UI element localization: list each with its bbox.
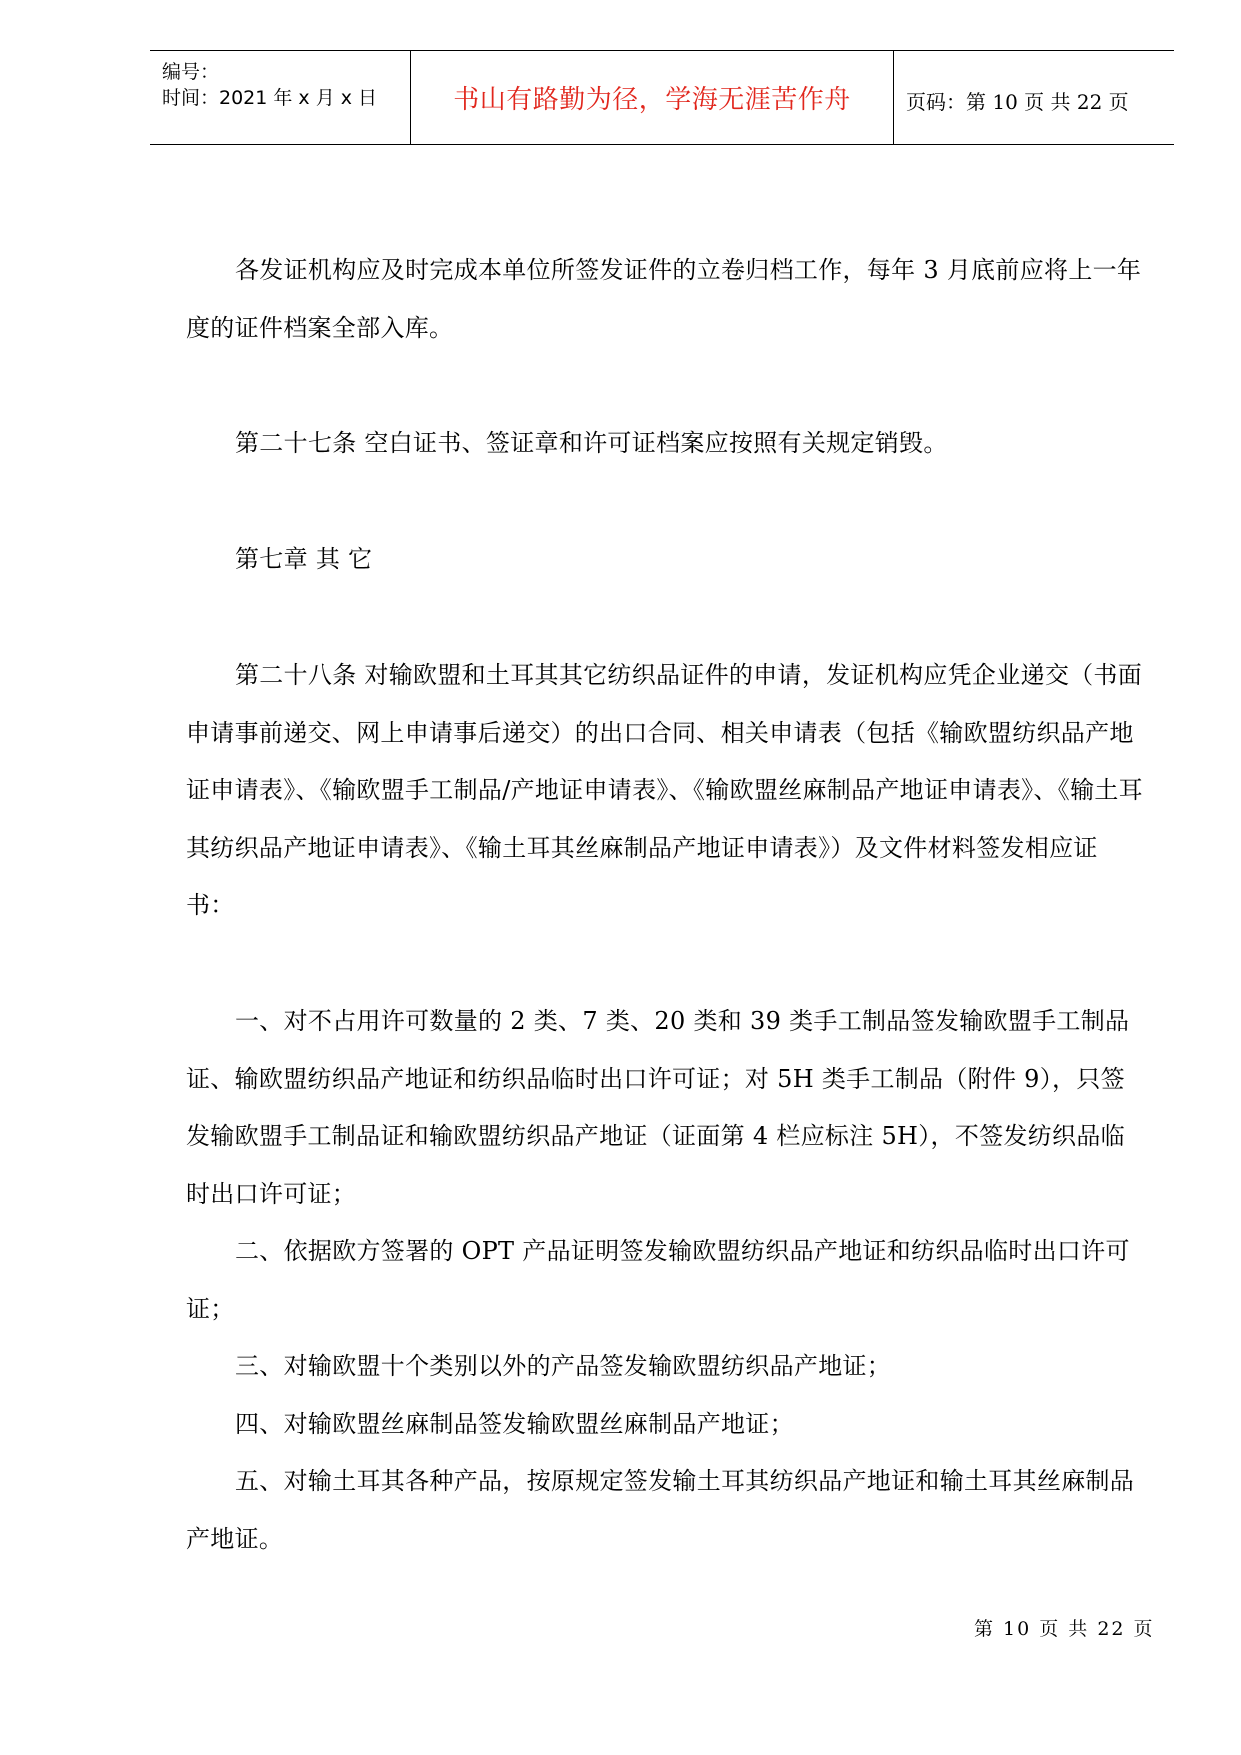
- header-motto-cell: [410, 51, 894, 144]
- item-3: 三、对输欧盟十个类别以外的产品签发输欧盟纺织品产地证；: [235, 1352, 892, 1380]
- paragraph-archiving: 各发证机构应及时完成本单位所签发证件的立卷归档工作，每年 3 月底前应将上一年度的证件档案全部入库。: [186, 256, 1142, 342]
- item-4: 四、对输欧盟丝麻制品签发输欧盟丝麻制品产地证；: [235, 1410, 794, 1438]
- item-5: 五、对输土耳其各种产品，按原规定签发输土耳其纺织品产地证和输土耳其丝麻制品产地证。: [186, 1467, 1135, 1553]
- header-left-cell: [150, 51, 410, 144]
- document-time-label: 时间：2021 年 x 月 x 日: [162, 87, 378, 109]
- item-1: 一、对不占用许可数量的 2 类、7 类、20 类和 39 类手工制品签发输欧盟手工制品证、输欧盟纺织品产地证和纺织品临时出口许可证；对 5H 类手工制品（附件 9），只签发输欧盟手工制品证和输欧盟纺织品产地证（证面第 4 栏应标注 5H），不签发纺织品临时出口许可证；: [186, 1007, 1130, 1208]
- document-number-label: 编号：: [162, 61, 220, 83]
- item-2: 二、依据欧方签署的 OPT 产品证明签发输欧盟纺织品产地证和纺织品临时出口许可证；: [186, 1237, 1130, 1323]
- chapter-7-heading: 第七章 其 它: [235, 545, 373, 573]
- page-footer: 第 10 页 共 22 页: [974, 1618, 1155, 1640]
- header-page-code: 页码：第 10 页 共 22 页: [906, 90, 1129, 114]
- page-header: [150, 50, 1174, 145]
- article-28: 第二十八条 对输欧盟和土耳其其它纺织品证件的申请，发证机构应凭企业递交（书面申请事前递交、网上申请事后递交）的出口合同、相关申请表（包括《输欧盟纺织品产地证申请表》、《输欧盟手工制品/产地证申请表》、《输欧盟丝麻制品产地证申请表》、《输土耳其纺织品产地证申请表》、《输土耳其丝麻制品产地证申请表》）及文件材料签发相应证书：: [186, 661, 1143, 919]
- article-27: 第二十七条 空白证书、签证章和许可证档案应按照有关规定销毁。: [235, 429, 948, 457]
- header-right-cell: [894, 51, 1174, 144]
- header-motto: 书山有路勤为径，学海无涯苦作舟: [453, 85, 851, 115]
